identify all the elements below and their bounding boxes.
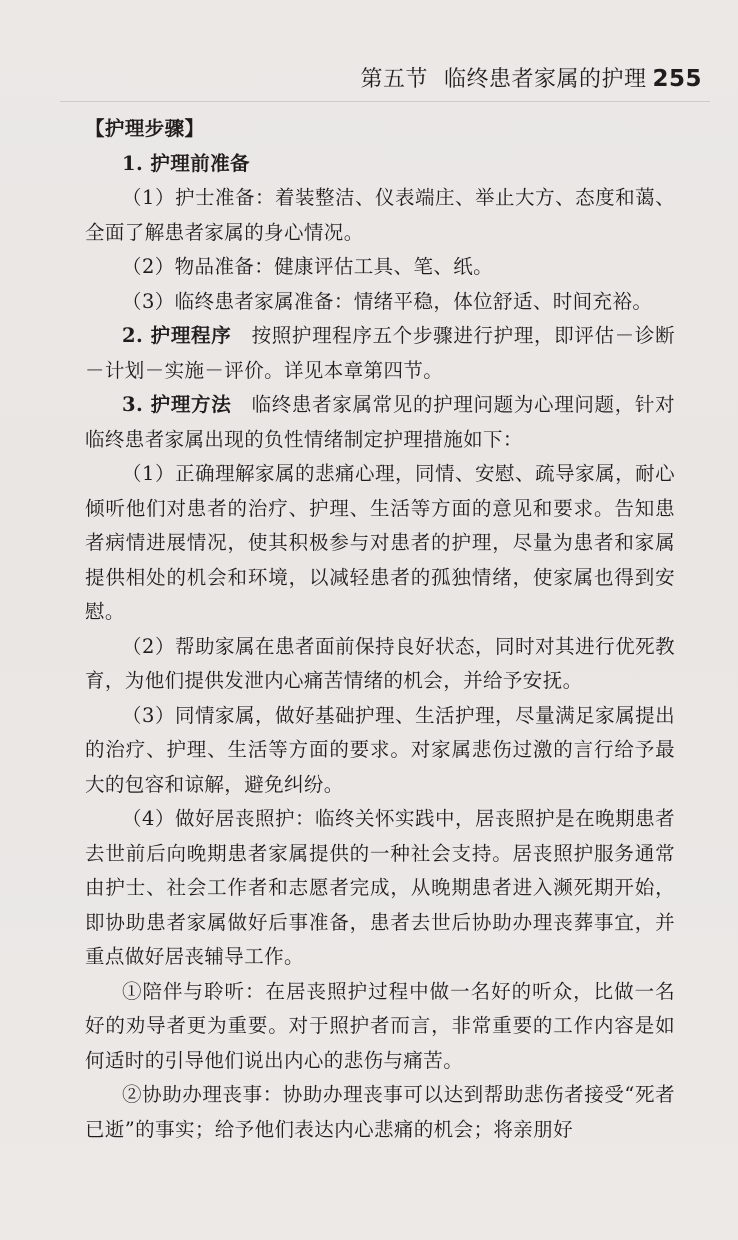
method-item-2: （2）帮助家属在患者面前保持良好状态，同时对其进行优死教育，为他们提供发泄内心痛苦情绪的机会，并给予安抚。 [85,634,675,692]
method-title: 3. 护理方法 [122,393,232,416]
header-chapter-title: 临终患者家属的护理 [443,67,647,92]
header-section: 第五节 [360,67,428,92]
procedure-paragraph [85,319,675,388]
method-item-4: （4）做好居丧照护：临终关怀实践中，居丧照护是在晚期患者去世前后向晚期患者家属提供的一种社会支持。居丧照护服务通常由护士、社会工作者和志愿者完成，从晚期患者进入濒死期开始，即协助患者家属做好后事准备，患者去世后协助办理丧葬事宜，并重点做好居丧辅导工作。 [85,807,675,968]
sub-item-1: ①陪伴与聆听：在居丧照护过程中做一名好的听众，比做一名好的劝导者更为重要。对于照护者而言，非常重要的工作内容是如何适时的引导他们说出内心的悲伤与痛苦。 [85,979,675,1072]
prep-paragraph-2: （2）物品准备：健康评估工具、笔、纸。 [122,255,494,278]
sub-item-2: ②协助办理丧事：协助办理丧事可以达到帮助悲伤者接受“死者已逝”的事实；给予他们表达内心悲痛的机会；将亲朋好 [85,1083,675,1141]
method-paragraph [85,388,675,457]
section-heading: 【护理步骤】 [85,117,205,140]
prep-title: 1. 护理前准备 [122,151,250,175]
header-rule [60,101,710,102]
procedure-text: 按照护理程序五个步骤进行护理，即评估－诊断－计划－实施－评价。详见本章第四节。 [85,324,675,382]
prep-paragraph-3: （3）临终患者家属准备：情绪平稳，体位舒适、时间充裕。 [122,289,653,313]
body-text [85,112,675,1147]
prep-paragraph-1: （1）护士准备：着装整洁、仪表端庄、举止大方、态度和蔼、全面了解患者家属的身心情况。 [85,186,675,244]
method-item-3: （3）同情家属，做好基础护理、生活护理，尽量满足家属提出的治疗、护理、生活等方面的要求。对家属悲伤过激的言行给予最大的包容和谅解，避免纠纷。 [85,703,675,796]
method-item-1: （1）正确理解家属的悲痛心理，同情、安慰、疏导家属，耐心倾听他们对患者的治疗、护理、生活等方面的意见和要求。告知患者病情进展情况，使其积极参与对患者的护理，尽量为患者和家属提供相处的机会和环境，以减轻患者的孤独情绪，使家属也得到安慰。 [85,462,675,623]
procedure-title: 2. 护理程序 [122,324,232,347]
method-text: 临终患者家属常见的护理问题为心理问题，针对临终患者家属出现的负性情绪制定护理措施如下： [85,393,675,451]
running-header [360,62,702,93]
page-number: 255 [652,66,702,92]
